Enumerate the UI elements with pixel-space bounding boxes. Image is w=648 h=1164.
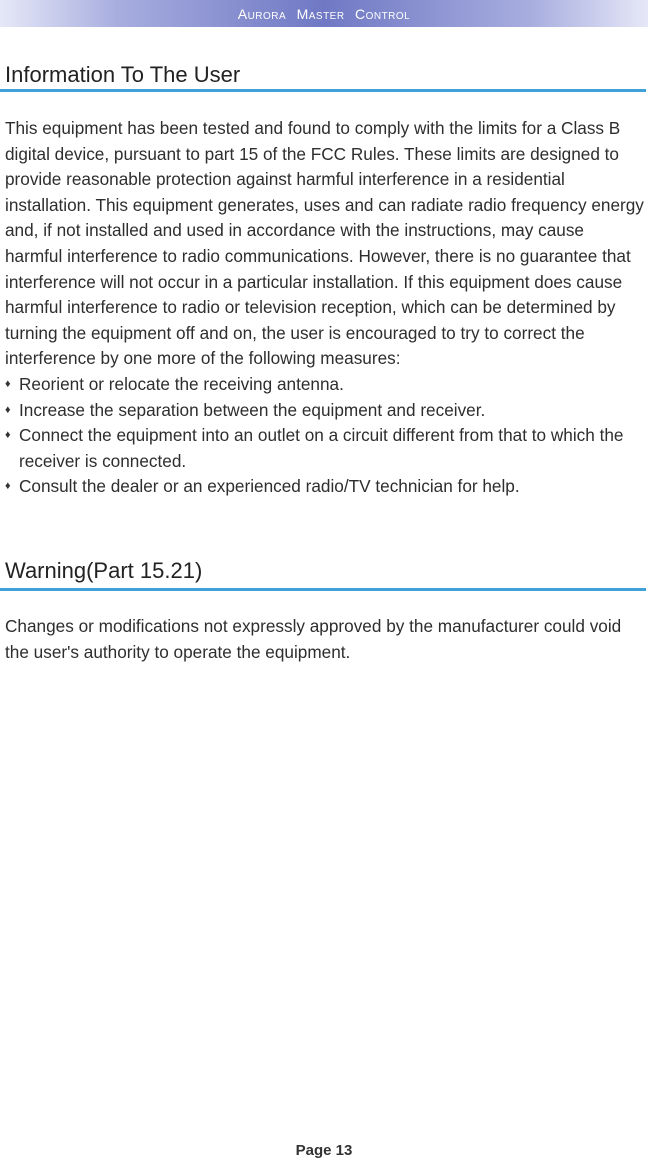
diamond-bullet-icon: ♦ [5,429,11,442]
measures-list [5,372,645,500]
page-number: Page 13 [295,1142,353,1159]
list-item-text: Consult the dealer or an experienced radio/TV technician for help. [19,476,520,497]
diamond-bullet-icon: ♦ [5,403,11,416]
section-heading-warning: Warning(Part 15.21) [5,558,203,583]
information-body [5,116,645,500]
section-divider [0,89,646,92]
section-divider [0,588,646,591]
list-item [5,398,645,424]
list-item-text: Reorient or relocate the receiving antenna. [19,373,344,394]
section-heading-information: Information To The User [5,62,241,87]
list-item-text: Increase the separation between the equipment and receiver. [19,399,486,420]
list-item-text: Connect the equipment into an outlet on a circuit different from that to which the receiver is connected. [19,425,624,471]
warning-body [5,614,645,665]
list-item [5,474,645,500]
header-title: Aurora Master Control [237,5,411,22]
list-item [5,423,645,474]
warning-paragraph: Changes or modifications not expressly approved by the manufacturer could void the user's authority to operate the equipment. [5,616,622,662]
diamond-bullet-icon: ♦ [5,377,11,390]
information-paragraph: This equipment has been tested and found to comply with the limits for a Class B digital device, pursuant to part 15 of the FCC Rules. These limits are designed to provide reasonable protection against harmful interference in a residential installation. This equipment generates, uses and can radiate radio frequency energy and, if not installed and used in accordance with the instructions, may cause harmful interference to radio communications. However, there is no guarantee that interference will not occur in a particular installation. If this equipment does cause harmful interference to radio or television reception, which can be determined by turning the equipment off and on, the user is encouraged to try to correct the interference by one more of the following measures: [5,118,644,369]
diamond-bullet-icon: ♦ [5,480,11,493]
list-item [5,372,645,398]
